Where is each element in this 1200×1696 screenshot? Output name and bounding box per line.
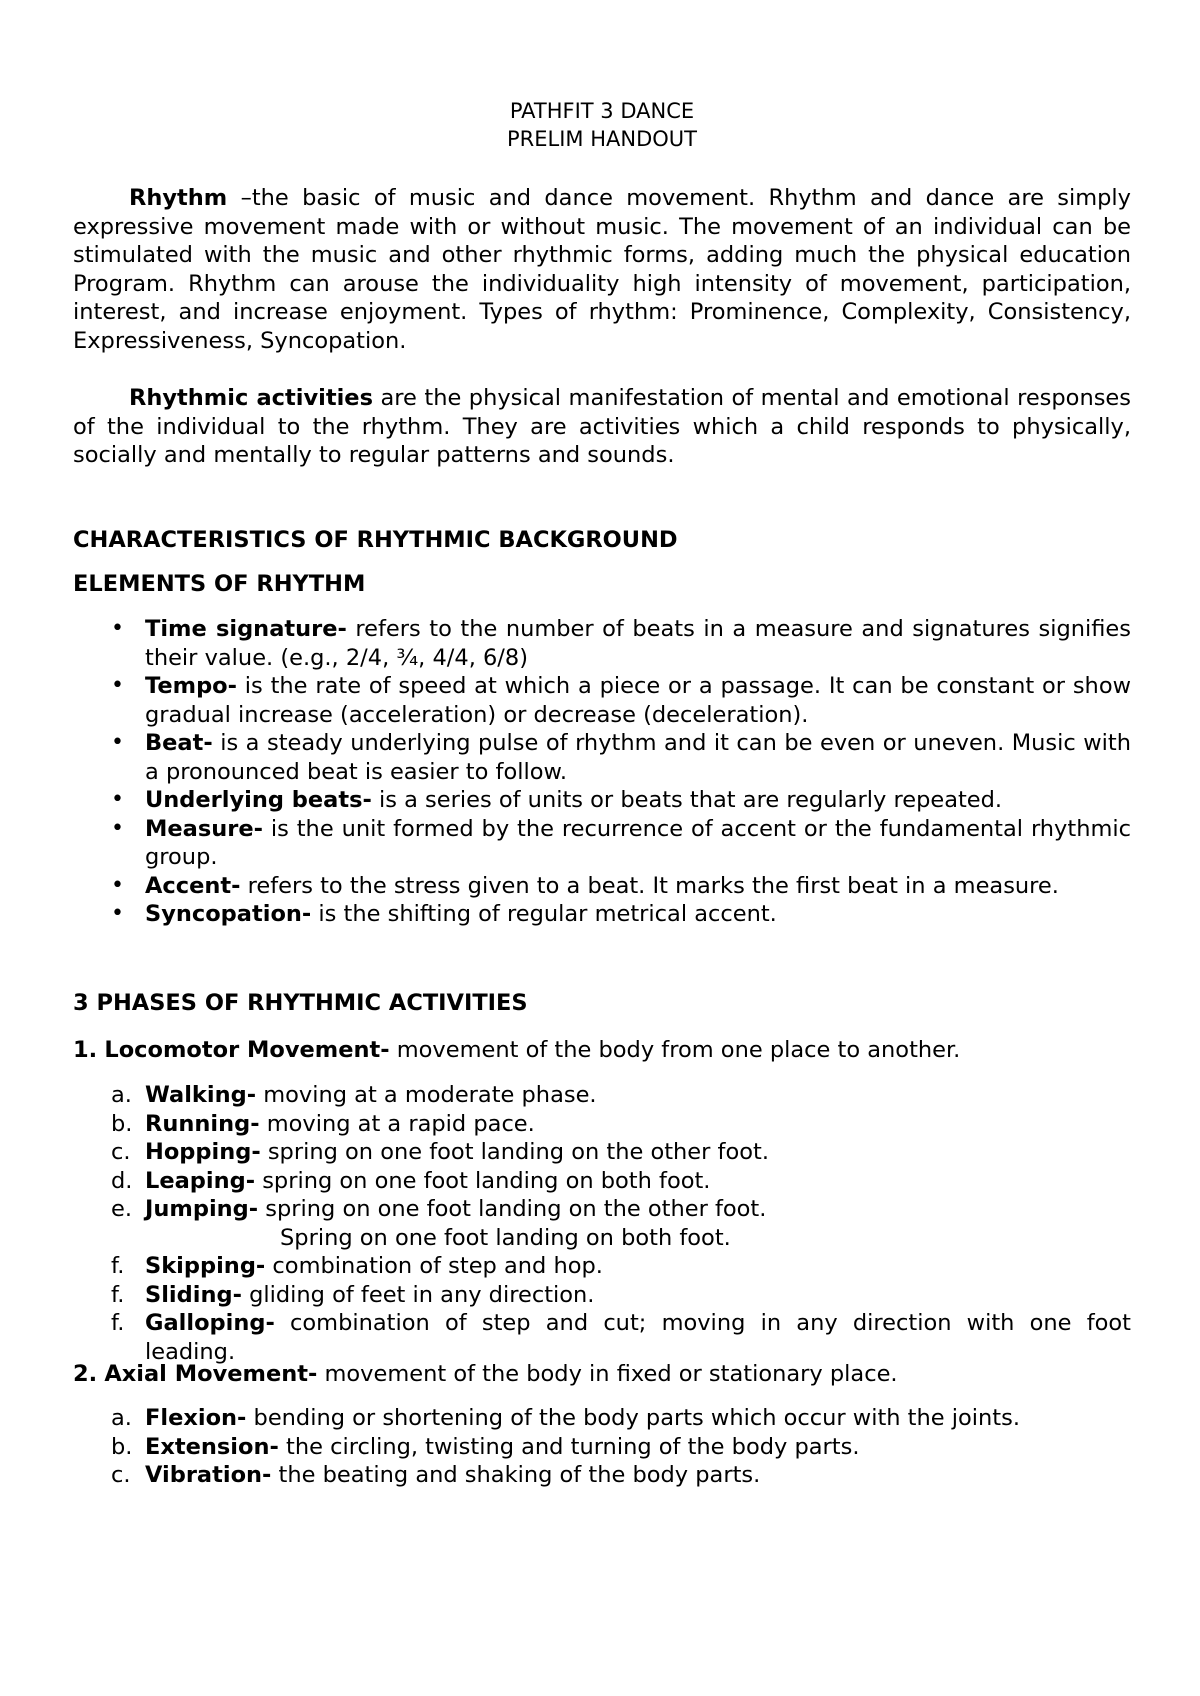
handout-title: PRELIM HANDOUT [507, 127, 697, 151]
course-title: PATHFIT 3 DANCE [509, 99, 695, 123]
movement-term: Extension- [145, 1433, 279, 1460]
phase-text: movement of the body in fixed or stationary place. [317, 1361, 898, 1387]
movement-item [73, 1167, 1131, 1196]
element-item [73, 872, 1131, 901]
item-marker: b. [111, 1433, 133, 1460]
movement-text: moving at a moderate phase. [256, 1082, 597, 1108]
phases-heading: 3 PHASES OF RHYTHMIC ACTIVITIES [73, 990, 528, 1016]
rhythmic-activities-paragraph [73, 384, 1131, 470]
movement-item [73, 1110, 1131, 1139]
movement-text: gliding of feet in any direction. [241, 1281, 595, 1308]
element-term: Underlying beats- [145, 787, 372, 813]
movement-item [73, 1309, 1131, 1366]
element-term: Accent- [145, 872, 241, 899]
movement-item [73, 1404, 1131, 1433]
movement-term: Running- [145, 1110, 260, 1137]
element-text: refers to the number of beats in a measure and signatures signifies their value. (e.g., 2/4, ¾, 4/4, 6/8) [145, 616, 1131, 671]
bullet-icon: • [111, 787, 124, 812]
movement-term: Leaping- [145, 1167, 256, 1194]
movement-term: Galloping- [145, 1310, 275, 1336]
item-marker: e. [111, 1196, 132, 1222]
characteristics-heading: CHARACTERISTICS OF RHYTHMIC BACKGROUND [73, 527, 678, 553]
phase-term: Axial Movement- [104, 1361, 318, 1387]
movement-term: Jumping- [145, 1196, 259, 1222]
item-marker: c. [111, 1462, 131, 1488]
movement-text: the beating and shaking of the body parts. [271, 1462, 761, 1488]
element-term: Measure- [145, 815, 263, 842]
movement-text: moving at a rapid pace. [259, 1110, 535, 1137]
item-marker: b. [111, 1110, 133, 1137]
elements-heading: ELEMENTS OF RHYTHM [73, 571, 366, 597]
element-text: is the rate of speed at which a piece or a passage. It can be constant or show gradual increase (acceleration) or decrease (deceleration). [145, 673, 1131, 728]
element-item [73, 815, 1131, 872]
rhythmic-activities-text: are the physical manifestation of mental and emotional responses of the individual to the rhythm. They are activities which a child responds to physically, socially and mentally to regular patterns and sounds. [73, 385, 1131, 468]
movement-text: combination of step and hop. [265, 1253, 603, 1279]
item-marker: d. [111, 1167, 133, 1194]
phase-axial [73, 1360, 1131, 1388]
element-text: is the shifting of regular metrical accent. [311, 901, 777, 927]
movement-term: Sliding- [145, 1281, 242, 1308]
element-text: is a series of units or beats that are regularly repeated. [371, 787, 1003, 813]
rhythm-term: Rhythm [129, 185, 228, 211]
element-item [73, 729, 1131, 786]
item-marker: a. [111, 1405, 132, 1431]
movement-item [73, 1281, 1131, 1310]
element-text: is the unit formed by the recurrence of accent or the fundamental rhythmic group. [145, 815, 1131, 870]
element-item [73, 786, 1131, 815]
movement-term: Flexion- [145, 1405, 247, 1431]
element-term: Beat- [145, 730, 213, 756]
movement-text: bending or shortening of the body parts which occur with the joints. [246, 1405, 1020, 1431]
movement-item [73, 1195, 1131, 1224]
element-item [73, 615, 1131, 672]
element-text: is a steady underlying pulse of rhythm and it can be even or uneven. Music with a pronounced beat is easier to follow. [145, 730, 1131, 785]
phase-text: movement of the body from one place to another. [389, 1037, 961, 1063]
movement-item [73, 1461, 1131, 1490]
item-marker: a. [111, 1082, 132, 1108]
axial-list [73, 1404, 1131, 1490]
bullet-icon: • [111, 872, 124, 898]
movement-term: Vibration- [145, 1462, 272, 1488]
bullet-icon: • [111, 901, 124, 926]
movement-term: Walking- [145, 1082, 257, 1108]
element-term: Tempo- [145, 673, 237, 699]
movement-item [73, 1433, 1131, 1462]
phase-number: 2. [73, 1361, 98, 1387]
bullet-icon: • [111, 730, 124, 755]
movement-term: Skipping- [145, 1253, 266, 1279]
rhythm-paragraph [73, 184, 1131, 355]
element-item [73, 672, 1131, 729]
phase-locomotor [73, 1036, 1131, 1064]
bullet-icon: • [111, 815, 124, 841]
element-item [73, 900, 1131, 929]
movement-item [73, 1224, 1131, 1253]
item-marker: c. [111, 1139, 131, 1165]
element-text: refers to the stress given to a beat. It marks the first beat in a measure. [240, 872, 1059, 899]
movement-text: the circling, twisting and turning of the body parts. [278, 1433, 860, 1460]
document-header [73, 97, 1131, 153]
movement-text: spring on one foot landing on both foot. [255, 1167, 711, 1194]
movement-text: spring on one foot landing on the other foot. [258, 1196, 767, 1222]
locomotor-list [73, 1081, 1131, 1366]
elements-list [73, 615, 1131, 929]
movement-item [73, 1252, 1131, 1281]
phase-number: 1. [73, 1037, 98, 1063]
item-marker: f. [111, 1253, 125, 1279]
movement-term: Hopping- [145, 1139, 261, 1165]
bullet-icon: • [111, 673, 124, 698]
rhythm-text: –the basic of music and dance movement. Rhythm and dance are simply expressive movement made with or without music. The movement of an individual can be stimulated with the music and other rhythmic forms, adding much the physical education Program. Rhythm can arouse the individuality high intensity of movement, participation, interest, and increase enjoyment. Types of rhythm: Prominence, Complexity, Consistency, Expressiveness, Syncopation. [73, 185, 1131, 354]
rhythmic-activities-term: Rhythmic activities [129, 385, 373, 411]
movement-item [73, 1138, 1131, 1167]
movement-text: Spring on one foot landing on both foot. [280, 1224, 731, 1251]
element-term: Syncopation- [145, 901, 312, 927]
item-marker: f. [111, 1310, 125, 1336]
item-marker: f. [111, 1281, 125, 1308]
movement-text: spring on one foot landing on the other foot. [260, 1139, 769, 1165]
bullet-icon: • [111, 616, 124, 641]
element-term: Time signature- [145, 616, 347, 642]
phase-term: Locomotor Movement- [104, 1037, 390, 1063]
movement-item [73, 1081, 1131, 1110]
movement-text: combination of step and cut; moving in any direction with one foot leading. [145, 1310, 1131, 1365]
